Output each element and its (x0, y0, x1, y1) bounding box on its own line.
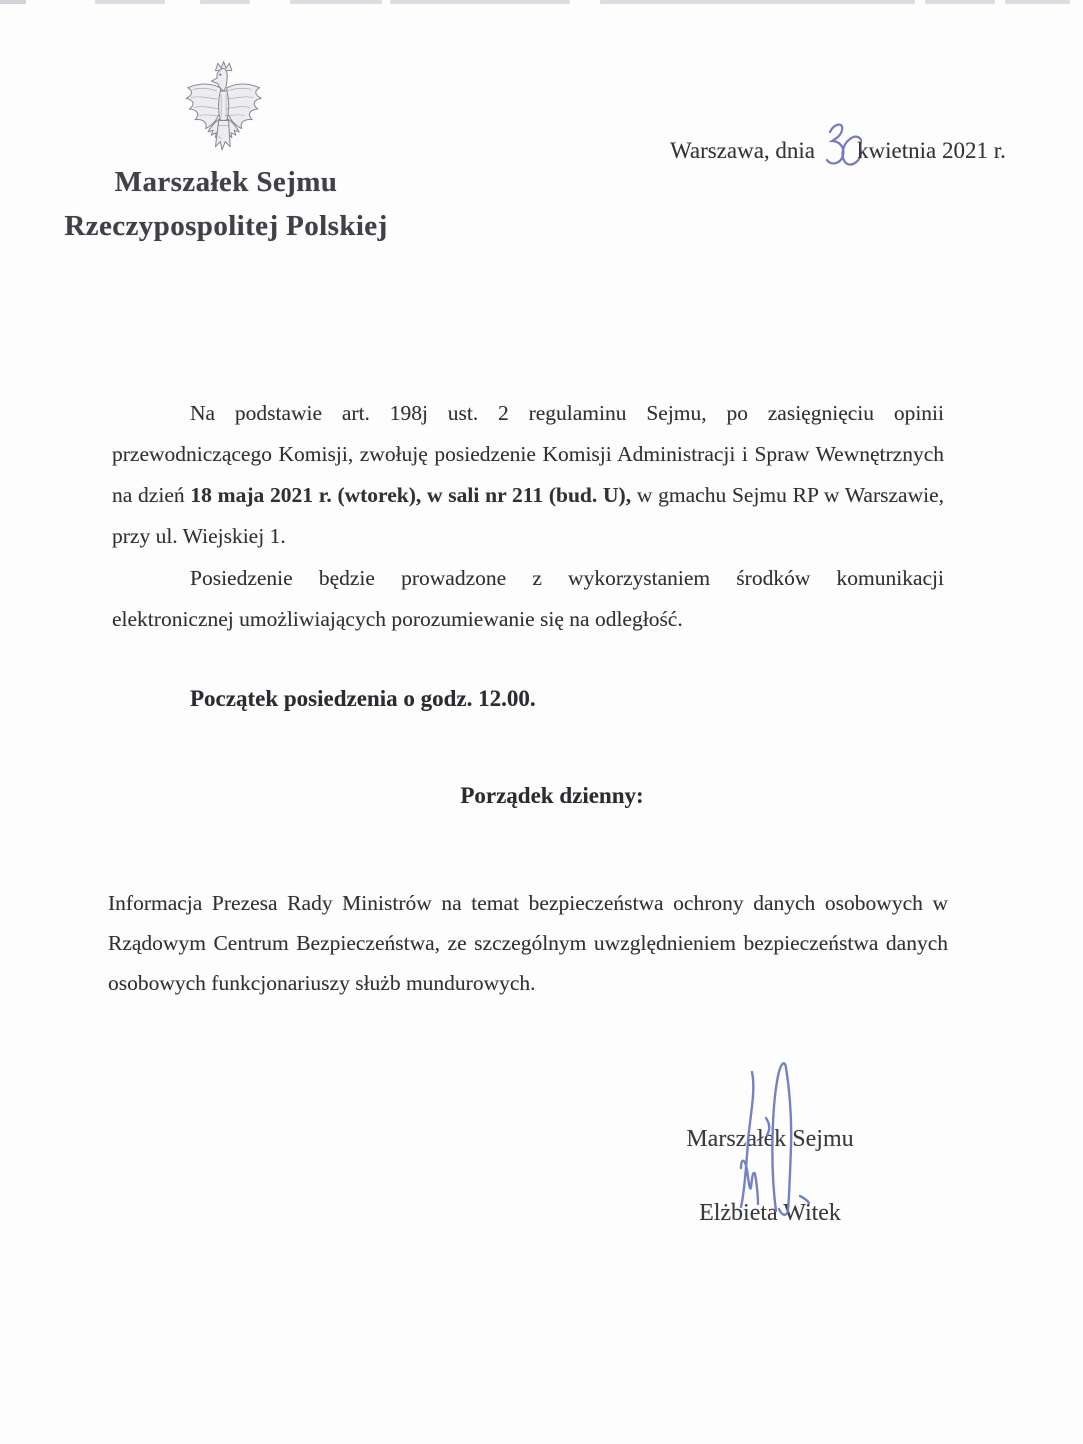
signature-role: Marszałek Sejmu (686, 1126, 854, 1152)
scan-artifact (925, 0, 995, 4)
agenda-item: Informacja Prezesa Rady Ministrów na temat bezpieczeństwa ochrony danych osobowych w Rządowym Centrum Bezpieczeństwa, ze szczególnym uwzględnieniem bezpieczeństwa danych osobowych funkcjonariuszy służb mundurowych. (108, 890, 948, 995)
handwritten-signature (708, 1046, 848, 1251)
scan-artifact (95, 0, 165, 4)
paragraph-convocation-text: Na podstawie art. 198j ust. 2 regulaminu Sejmu, po zasięgnięciu opinii przewodniczącego Komisji, zwołuję posiedzenie Komisji Administracji i Spraw Wewnętrznych na dzień (112, 400, 944, 507)
paragraph-remote-participation: Posiedzenie będzie prowadzone z wykorzystaniem środków komunikacji elektronicznej umożliwiających porozumiewanie się na odległość. (112, 565, 944, 631)
scan-artifact (290, 0, 382, 4)
meeting-start-time: Początek posiedzenia o godz. 12.00. (190, 686, 536, 711)
scan-artifact (0, 0, 26, 4)
paragraph-convocation-tail: w gmachu Sejmu RP w Warszawie, przy ul. Wiejskiej 1. (112, 482, 944, 548)
letterhead-title (48, 160, 404, 248)
letterhead-line2: Rzeczypospolitej Polskiej (64, 210, 388, 242)
signature-name: Elżbieta Witek (699, 1200, 841, 1226)
scan-artifact (1005, 0, 1070, 4)
agenda-heading: Porządek dzienny: (460, 783, 644, 808)
paragraph-convocation (112, 393, 944, 557)
scan-artifact (200, 0, 250, 4)
scan-artifact (600, 0, 915, 4)
dateline-suffix: kwietnia 2021 r. (857, 138, 1006, 163)
polish-eagle-emblem-icon (180, 60, 264, 158)
dateline-prefix: Warszawa, dnia (670, 138, 816, 163)
dateline (670, 119, 1006, 171)
letterhead-line1: Marszałek Sejmu (114, 166, 338, 198)
handwritten-day-30 (818, 119, 862, 171)
meeting-date-room-bold: 18 maja 2021 r. (wtorek), w sali nr 211 (bud. U), (190, 482, 632, 507)
scan-artifact (390, 0, 570, 4)
